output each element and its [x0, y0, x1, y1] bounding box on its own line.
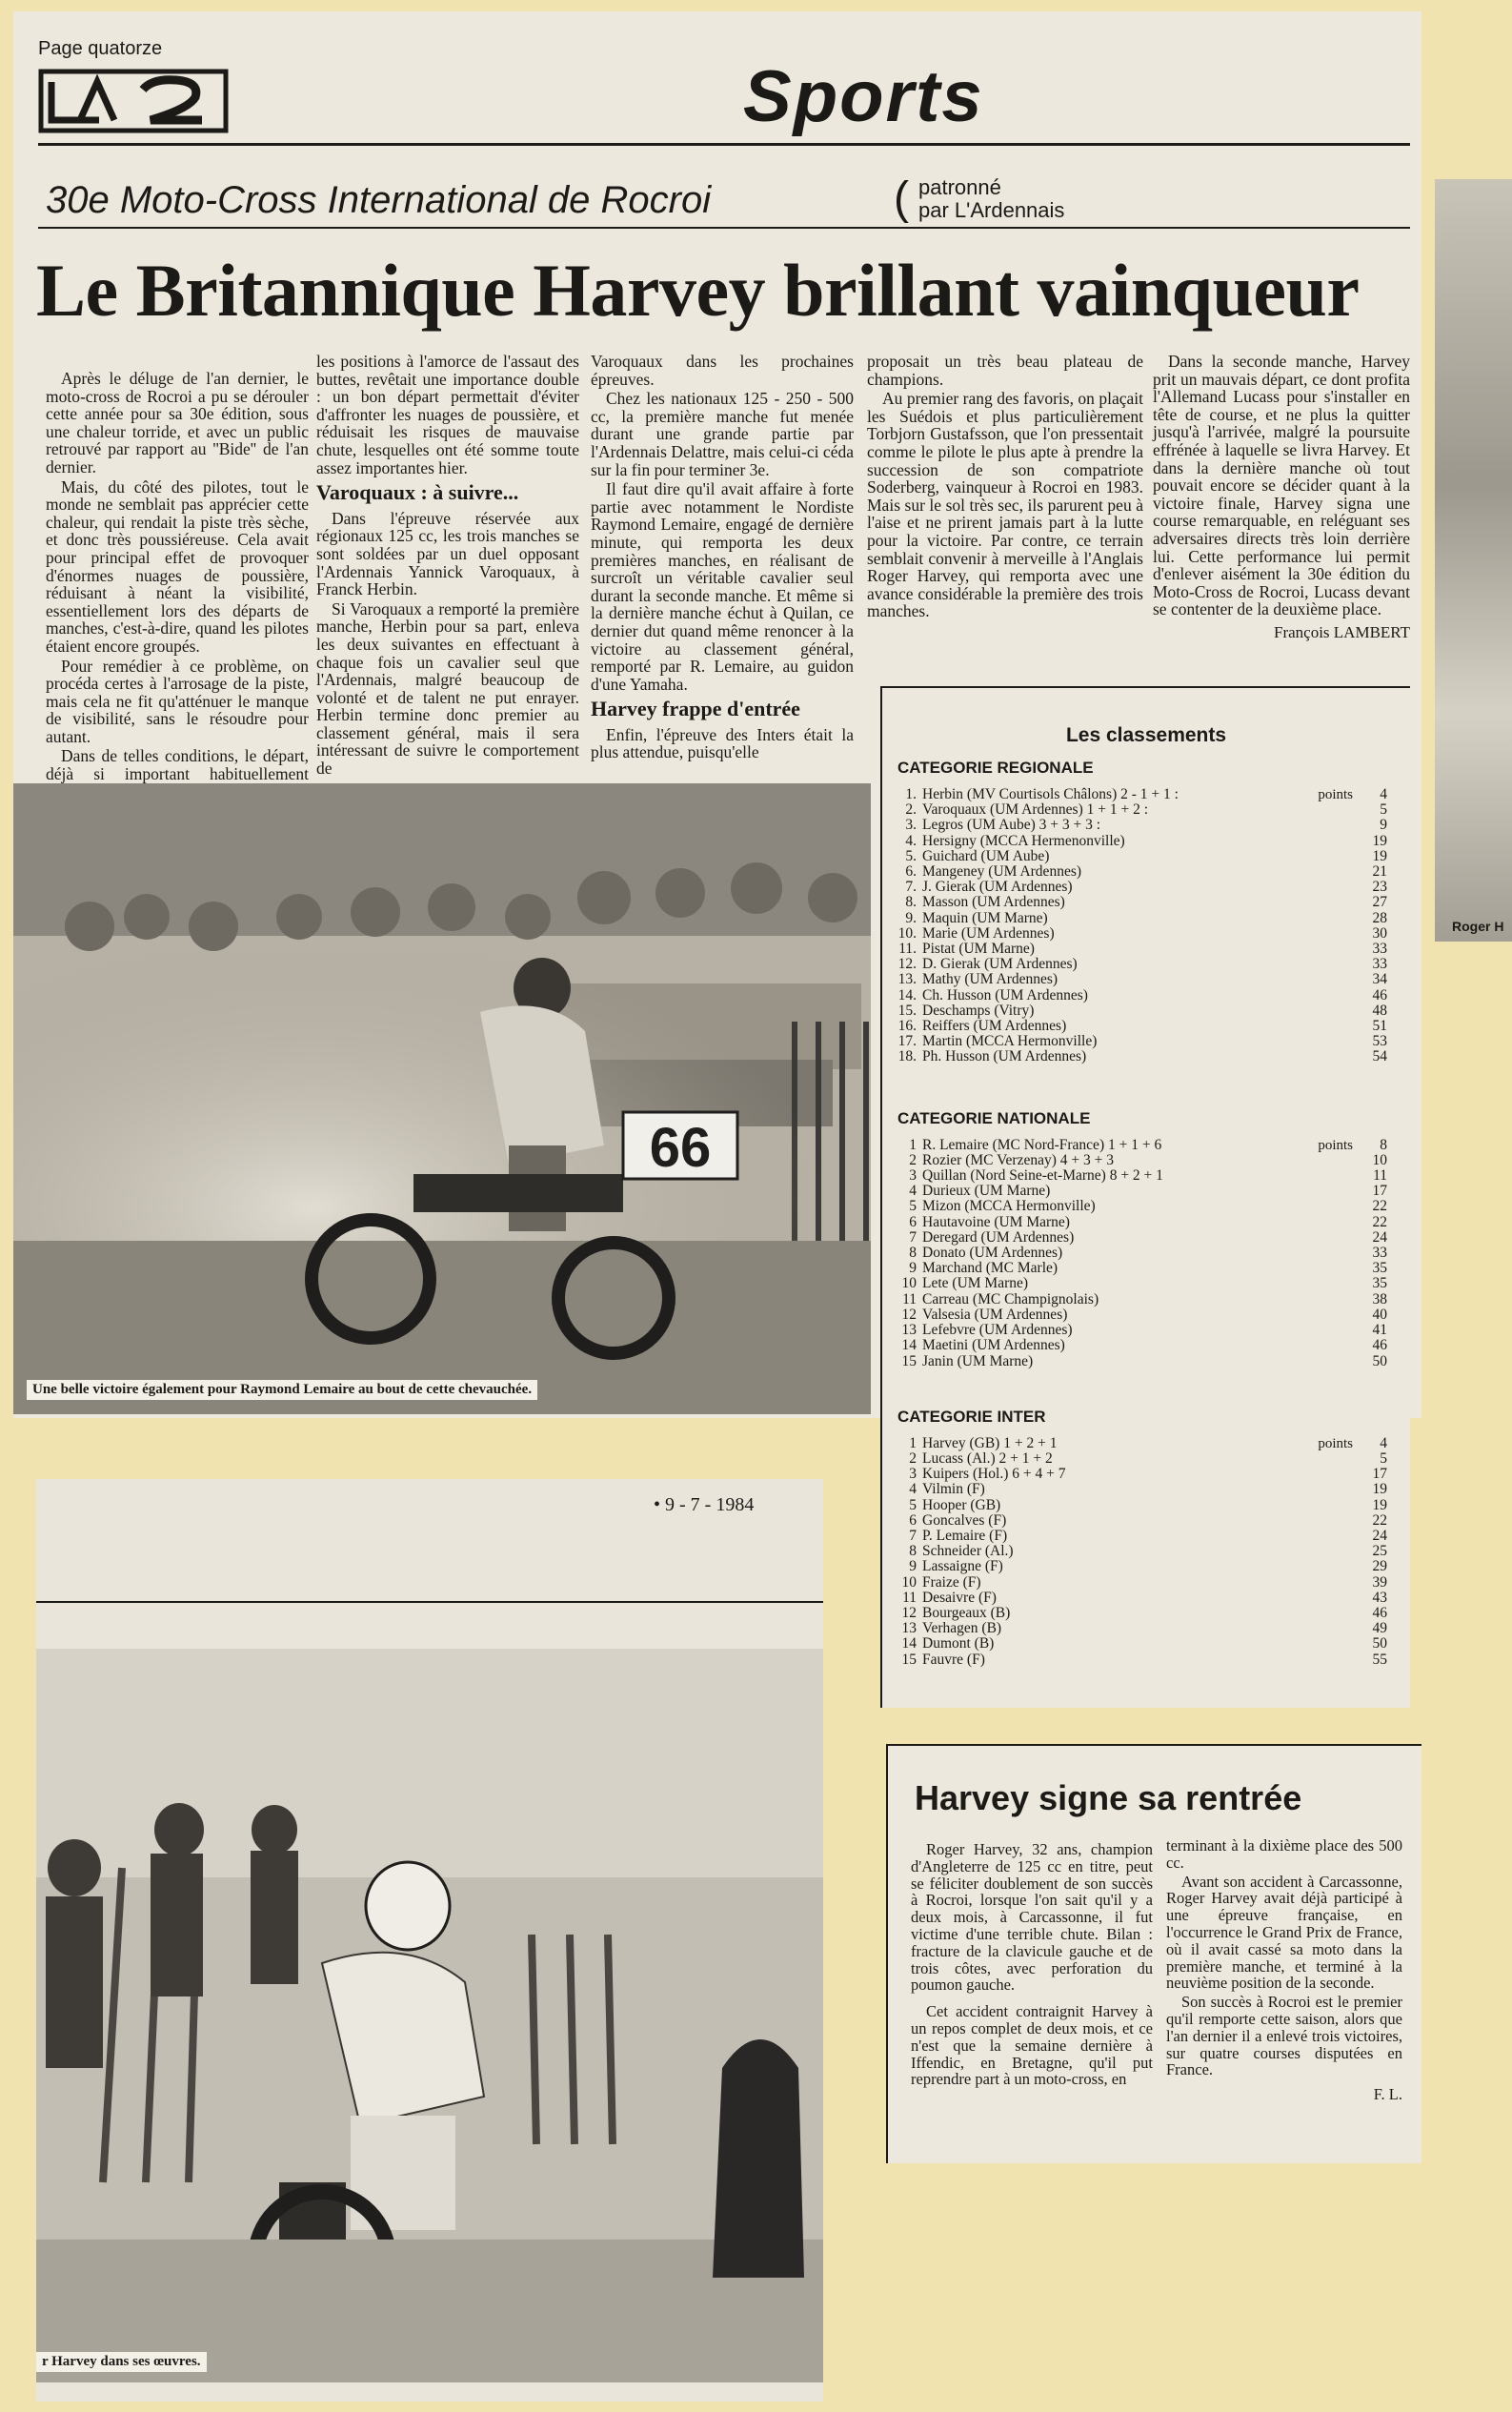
row-rank: 9 — [909, 1260, 917, 1277]
row-name: Reiffers (UM Ardennes) — [922, 1019, 1067, 1035]
logo-icon — [38, 69, 229, 133]
standings-row — [892, 942, 1387, 957]
standings-row — [892, 1292, 1387, 1307]
row-points: 33 — [1372, 941, 1387, 958]
standings-title: Les classements — [1065, 724, 1227, 746]
standings-row — [892, 926, 1387, 942]
row-name: Vilmin (F) — [922, 1482, 985, 1498]
photo2-caption: r Harvey dans ses œuvres. — [36, 2352, 207, 2372]
row-name: Bourgeaux (B) — [922, 1605, 1011, 1621]
standings-row — [892, 972, 1387, 987]
standings-row — [892, 1636, 1387, 1652]
standings-row — [892, 1246, 1387, 1261]
row-rank: 1. — [905, 786, 917, 802]
standings-row — [892, 834, 1387, 849]
row-name: Hersigny (MCCA Hermenonville) — [922, 833, 1125, 849]
row-rank: 15. — [897, 1002, 917, 1019]
race-photo-harvey — [36, 1649, 823, 2382]
paragraph: Si Varoquaux a remporté la première manche, Herbin pour sa part, enleva les deux suivantes en effectuant à chaque fois un cavalier seul que l'Ardennais, malgré beaucoup de volonté et de talent ne put enrayer. Herbin termine donc premier au classement général, mais il sera intéressant de suivre le comportement de — [316, 598, 579, 779]
row-name: Goncalves (F) — [922, 1512, 1007, 1529]
row-points: 22 — [1372, 1198, 1387, 1215]
sidebar-title: Harvey signe sa rentrée — [915, 1778, 1302, 1817]
sidebar-col-1 — [911, 1841, 1153, 2090]
row-points: 50 — [1372, 1352, 1387, 1369]
row-rank: 17. — [897, 1033, 917, 1050]
row-rank: 7 — [909, 1228, 917, 1246]
row-points: 35 — [1372, 1260, 1387, 1277]
standings-row — [892, 1498, 1387, 1513]
row-points: 33 — [1372, 1245, 1387, 1262]
row-name: Fraize (F) — [922, 1574, 981, 1591]
row-name: Lucass (Al.) 2 + 1 + 2 — [922, 1450, 1053, 1467]
row-points: 49 — [1372, 1620, 1387, 1637]
row-points: 19 — [1372, 832, 1387, 849]
row-name: Harvey (GB) 1 + 2 + 1 — [922, 1435, 1058, 1451]
row-name: Rozier (MC Verzenay) 4 + 3 + 3 — [922, 1152, 1114, 1168]
standings-rows — [892, 1436, 1387, 1668]
standings-row — [892, 787, 1387, 802]
standings-row — [892, 1575, 1387, 1591]
row-points: 53 — [1372, 1033, 1387, 1050]
standings-row — [892, 1621, 1387, 1636]
standings-row — [892, 1436, 1387, 1451]
row-points: 11 — [1373, 1167, 1387, 1185]
row-points: 4 — [1380, 786, 1387, 802]
paragraph: Chez les nationaux 125 - 250 - 500 cc, la première manche fut menée durant une grande partie par l'Ardennais Delattre, mais celui-ci céda sur la fin pour terminer 3e. — [591, 389, 854, 479]
row-points: 50 — [1372, 1635, 1387, 1652]
row-name: Desaivre (F) — [922, 1590, 997, 1606]
row-points: 51 — [1372, 1018, 1387, 1035]
paragraph: Dans de telles conditions, le départ, déjà si important habituellement — [46, 746, 309, 784]
row-name: Mangeney (UM Ardennes) — [922, 864, 1082, 881]
row-name: Legros (UM Aube) 3 + 3 + 3 : — [922, 818, 1101, 834]
standings-row — [892, 1230, 1387, 1246]
row-points: 10 — [1372, 1151, 1387, 1168]
row-rank: 11 — [902, 1290, 917, 1307]
paragraph: Il faut dire qu'il avait affaire à forte partie avec notamment le Nordiste Raymond Lemaire, engagé de dernière minute, qui remporta les deux premières manches, en réalisant de surcroît un véritable cavalier seul durant la seconde manche. Et même si la dernière manche échut à Quilan, ce dernier dut quand même renoncer à la victoire au classement général, remporté par R. Lemaire, au guidon d'une Yamaha. — [591, 479, 854, 694]
row-name: Masson (UM Ardennes) — [922, 895, 1065, 911]
paragraph: Au premier rang des favoris, on plaçait les Suédois et plus particulièrement Torbjorn Gustafsson, que l'on pressentait comme le pilote le plus apte à prendre la succession de son compatriote Soderberg, vainqueur à Rocroi en 1983. Mais sur le sol très sec, ils parurent peu à l'aise et ne prirent jamais part à la lutte pour la victoire. Par contre, ce terrain semblait convenir à merveille à l'Anglais Roger Harvey, qui remporta avec une avance considérable la première des trois manches. — [867, 389, 1143, 621]
paragraph: Dans l'épreuve réservée aux régionaux 125 cc, les trois manches se sont soldées par un duel opposant l'Ardennais Yannick Varoquaux, à Franck Herbin. — [316, 508, 579, 599]
row-points: 46 — [1372, 986, 1387, 1003]
row-rank: 6. — [905, 863, 917, 881]
row-rank: 8 — [909, 1245, 917, 1262]
standings-row — [892, 1513, 1387, 1529]
row-rank: 11 — [902, 1589, 917, 1606]
row-rank: 10. — [897, 924, 917, 942]
row-points: 23 — [1372, 879, 1387, 896]
row-rank: 16. — [897, 1018, 917, 1035]
row-points: 34 — [1372, 971, 1387, 988]
standings-row — [892, 1049, 1387, 1064]
row-points: 38 — [1372, 1290, 1387, 1307]
standings-row — [892, 1323, 1387, 1338]
standings-row — [892, 880, 1387, 895]
standings-row — [892, 1019, 1387, 1034]
motocross-rider-harvey-illustration — [36, 1649, 823, 2382]
row-points: 46 — [1372, 1337, 1387, 1354]
clipping-date: • 9 - 7 - 1984 — [654, 1494, 755, 1515]
row-name: D. Gierak (UM Ardennes) — [922, 957, 1078, 973]
row-points: 33 — [1372, 956, 1387, 973]
row-points: 55 — [1372, 1651, 1387, 1668]
logo — [38, 69, 229, 133]
row-rank: 13 — [901, 1322, 917, 1339]
row-name: Lassaigne (F) — [922, 1559, 1003, 1575]
article-col-1 — [46, 370, 309, 802]
row-points: 4 — [1380, 1434, 1387, 1451]
row-points: 19 — [1372, 847, 1387, 864]
row-name: Fauvre (F) — [922, 1652, 985, 1668]
row-name: Valsesia (UM Ardennes) — [922, 1307, 1068, 1323]
row-name: Marchand (MC Marle) — [922, 1261, 1058, 1277]
row-name: Lefebvre (UM Ardennes) — [922, 1323, 1073, 1339]
row-name: R. Lemaire (MC Nord-France) 1 + 1 + 6 — [922, 1137, 1162, 1153]
row-points: 30 — [1372, 924, 1387, 942]
row-points: 43 — [1372, 1589, 1387, 1606]
standings-box — [880, 686, 1410, 1708]
standings-row — [892, 1276, 1387, 1291]
paragraph: Roger Harvey, 32 ans, champion d'Angleterre de 125 cc en titre, peut se féliciter doublement de son succès à Rocroi, lorsque l'on sait qu'il y a deux mois, à Carcassonne, il fut victime d'une terrible chute. Bilan : fracture de la clavicule gauche et de trois côtes, avec perforation du poumon gauche. — [911, 1840, 1153, 1995]
standings-row — [892, 1652, 1387, 1668]
row-name: Herbin (MV Courtisols Châlons) 2 - 1 + 1 : — [922, 787, 1179, 802]
clipping-rule — [36, 1601, 823, 1603]
row-rank: 4. — [905, 832, 917, 849]
article-col-2 — [316, 353, 579, 780]
row-points: 25 — [1372, 1543, 1387, 1560]
event-sponsor: ( patronné par L'Ardennais — [894, 173, 1065, 224]
row-rank: 8 — [909, 1543, 917, 1560]
points-label: points — [1318, 787, 1353, 802]
sponsor-line2: par L'Ardennais — [918, 198, 1065, 222]
row-name: Kuipers (Hol.) 6 + 4 + 7 — [922, 1467, 1066, 1483]
byline: François LAMBERT — [1274, 622, 1410, 641]
row-points: 17 — [1372, 1466, 1387, 1483]
row-points: 21 — [1372, 863, 1387, 881]
standings-row — [892, 1606, 1387, 1621]
row-name: Quillan (Nord Seine-et-Marne) 8 + 2 + 1 — [922, 1168, 1163, 1185]
standings-row — [892, 864, 1387, 880]
article-col-3 — [591, 353, 854, 763]
photo1-caption: Une belle victoire également pour Raymond Lemaire au bout de cette chevauchée. — [27, 1380, 537, 1400]
row-points: 54 — [1372, 1048, 1387, 1065]
standings-row — [892, 1467, 1387, 1482]
row-rank: 12. — [897, 956, 917, 973]
row-points: 41 — [1372, 1322, 1387, 1339]
row-name: P. Lemaire (F) — [922, 1528, 1008, 1544]
row-rank: 7 — [909, 1527, 917, 1544]
header-rule — [38, 143, 1410, 146]
row-points: 27 — [1372, 894, 1387, 911]
row-rank: 12 — [901, 1306, 917, 1323]
row-name: Durieux (UM Marne) — [922, 1184, 1051, 1200]
row-name: Dumont (B) — [922, 1636, 995, 1652]
standings-row — [892, 1003, 1387, 1019]
standings-row — [892, 1168, 1387, 1184]
category-title: CATEGORIE INTER — [897, 1407, 1046, 1426]
side-photo-caption: Roger H — [1452, 919, 1504, 934]
row-rank: 3 — [909, 1466, 917, 1483]
row-rank: 1 — [909, 1434, 917, 1451]
row-rank: 5 — [909, 1496, 917, 1513]
row-rank: 13 — [901, 1620, 917, 1637]
sidebar-signature: F. L. — [1373, 2085, 1402, 2104]
standings-row — [892, 1544, 1387, 1559]
row-points: 39 — [1372, 1573, 1387, 1591]
standings-row — [892, 1215, 1387, 1230]
section-title: Sports — [743, 56, 984, 137]
points-label: points — [1318, 1435, 1353, 1451]
side-photo — [1435, 179, 1512, 942]
race-photo-lemaire — [13, 783, 871, 1414]
row-rank: 13. — [897, 971, 917, 988]
row-rank: 10 — [901, 1275, 917, 1292]
row-rank: 15 — [901, 1352, 917, 1369]
row-name: Deregard (UM Ardennes) — [922, 1229, 1075, 1246]
row-points: 19 — [1372, 1481, 1387, 1498]
row-rank: 14 — [901, 1635, 917, 1652]
standings-row — [892, 1591, 1387, 1606]
row-points: 8 — [1380, 1136, 1387, 1153]
paragraph: terminant à la dixième place des 500 cc. — [1166, 1836, 1402, 1872]
row-name: Marie (UM Ardennes) — [922, 925, 1055, 942]
row-rank: 12 — [901, 1604, 917, 1621]
row-points: 48 — [1372, 1002, 1387, 1019]
row-rank: 5. — [905, 847, 917, 864]
row-name: Hooper (GB) — [922, 1497, 1001, 1513]
row-name: Hautavoine (UM Marne) — [922, 1214, 1070, 1230]
paragraph: Cet accident contraignit Harvey à un repos complet de deux mois, et ce n'est que la semaine dernière à Iffendic, en Bretagne, qu'il put reprendre part à un moto-cross, en — [911, 2002, 1153, 2089]
sidebar-col-2 — [1166, 1837, 1402, 2103]
row-rank: 15 — [901, 1651, 917, 1668]
row-rank: 6 — [909, 1511, 917, 1529]
event-title: 30e Moto-Cross International de Rocroi — [46, 179, 712, 221]
subhead-harvey: Harvey frappe d'entrée — [591, 697, 800, 721]
category-title: CATEGORIE NATIONALE — [897, 1108, 1091, 1127]
row-rank: 11. — [898, 941, 917, 958]
row-name: Pistat (UM Marne) — [922, 942, 1035, 958]
article-col-4 — [867, 353, 1143, 622]
category-regionale — [882, 759, 1410, 1065]
row-rank: 7. — [905, 879, 917, 896]
article-col-5 — [1153, 353, 1410, 642]
standings-row — [892, 988, 1387, 1003]
paragraph: Enfin, l'épreuve des Inters était la plus attendue, puisqu'elle — [591, 724, 854, 762]
row-rank: 14 — [901, 1337, 917, 1354]
row-points: 46 — [1372, 1604, 1387, 1621]
standings-row — [892, 1559, 1387, 1574]
headline: Le Britannique Harvey brillant vainqueur — [36, 249, 1360, 332]
page-label: Page quatorze — [38, 38, 163, 59]
row-points: 22 — [1372, 1213, 1387, 1230]
row-name: Maquin (UM Marne) — [922, 910, 1048, 926]
paragraph: Dans la seconde manche, Harvey prit un mauvais départ, ce dont profita l'Allemand Lucass pour s'installer en tête de course, et ne plus la quitter jusqu'à l'arrivée, malgré la poursuite effrénée à laquelle se livra Harvey. Et dans la dernière manche où tout pouvait encore se décider quant à la victoire finale, Harvey signa une course remarquable, en reléguant ses adversaires directs très loin derrière lui. Cette performance lui permit d'enlever aisément la 30e édition du Moto-Cross de Rocroi, Lucass devant se contenter de la deuxième place. — [1153, 352, 1410, 619]
row-rank: 2 — [909, 1151, 917, 1168]
row-points: 28 — [1372, 909, 1387, 926]
motocross-rider-illustration — [13, 783, 871, 1414]
row-points: 5 — [1380, 801, 1387, 819]
row-rank: 3. — [905, 817, 917, 834]
standings-rows — [892, 787, 1387, 1065]
row-name: Schneider (Al.) — [922, 1544, 1014, 1560]
row-name: Deschamps (Vitry) — [922, 1003, 1035, 1019]
row-points: 17 — [1372, 1183, 1387, 1200]
row-points: 5 — [1380, 1449, 1387, 1467]
row-name: Carreau (MC Champignolais) — [922, 1291, 1099, 1307]
paragraph: Mais, du côté des pilotes, tout le monde ne semblait pas apprécier cette chaleur, qui rendait la piste très sèche, et donc très poussiéreuse. Cela avait pour principal effet de provoquer d'énormes nuages de poussière, réduisant à néant la visibilité, essentiellement lors des départs de manches, c'est-à-dire, quand les pilotes étaient encore groupés. — [46, 476, 309, 656]
standings-row — [892, 1482, 1387, 1497]
standings-row — [892, 1034, 1387, 1049]
standings-row — [892, 1338, 1387, 1353]
row-name: Lete (UM Marne) — [922, 1276, 1029, 1292]
row-name: J. Gierak (UM Ardennes) — [922, 880, 1073, 896]
subhead-varoquaux: Varoquaux : à suivre... — [316, 480, 519, 505]
paragraph: Pour remédier à ce problème, on procéda certes à l'arrosage de la piste, mais cela ne fit qu'atténuer le manque de visibilité, sans le résoudre pour autant. — [46, 656, 309, 746]
paragraph: Après le déluge de l'an dernier, le moto-cross de Rocroi a pu se dérouler cette année pour sa 30e édition, sous une chaleur torride, et avec un public retrouvé par rapport au ''Bide'' de l'an dernier. — [46, 369, 309, 476]
sponsor-line1: patronné — [918, 175, 1001, 199]
race-number: 66 — [649, 1117, 712, 1179]
row-name: Donato (UM Ardennes) — [922, 1246, 1063, 1262]
standings-row — [892, 1153, 1387, 1168]
standings-row — [892, 818, 1387, 833]
category-nationale — [882, 1109, 1410, 1369]
row-rank: 10 — [901, 1573, 917, 1591]
row-rank: 1 — [909, 1136, 917, 1153]
paragraph: les positions à l'amorce de l'assaut des buttes, revêtait une importance double : un bon départ permettait d'éviter d'affronter les nuages de poussière, et réduisait les risques de mauvaise chute, lesquelles ont été somme toute assez importantes hier. — [316, 352, 579, 477]
category-title: CATEGORIE REGIONALE — [897, 759, 1094, 777]
row-points: 9 — [1380, 817, 1387, 834]
row-points: 24 — [1372, 1527, 1387, 1544]
standings-row — [892, 1138, 1387, 1153]
row-rank: 2 — [909, 1449, 917, 1467]
standings-row — [892, 1199, 1387, 1214]
row-name: Mathy (UM Ardennes) — [922, 972, 1058, 988]
row-points: 35 — [1372, 1275, 1387, 1292]
points-label: points — [1318, 1137, 1353, 1153]
standings-row — [892, 849, 1387, 864]
standings-row — [892, 1307, 1387, 1323]
standings-rows — [892, 1138, 1387, 1369]
row-points: 19 — [1372, 1496, 1387, 1513]
row-points: 29 — [1372, 1558, 1387, 1575]
row-rank: 14. — [897, 986, 917, 1003]
row-rank: 4 — [909, 1183, 917, 1200]
standings-row — [892, 911, 1387, 926]
row-name: Ch. Husson (UM Ardennes) — [922, 987, 1088, 1003]
standings-row — [892, 1529, 1387, 1544]
row-name: Janin (UM Marne) — [922, 1353, 1034, 1369]
row-name: Verhagen (B) — [922, 1621, 1002, 1637]
category-inter — [882, 1408, 1410, 1668]
event-rule — [38, 227, 1410, 229]
row-rank: 9 — [909, 1558, 917, 1575]
standings-row — [892, 1184, 1387, 1199]
row-name: Maetini (UM Ardennes) — [922, 1338, 1065, 1354]
sidebar-article — [886, 1744, 1421, 2163]
row-rank: 5 — [909, 1198, 917, 1215]
row-rank: 6 — [909, 1213, 917, 1230]
row-name: Varoquaux (UM Ardennes) 1 + 1 + 2 : — [922, 802, 1149, 819]
row-points: 22 — [1372, 1511, 1387, 1529]
row-points: 40 — [1372, 1306, 1387, 1323]
row-rank: 4 — [909, 1481, 917, 1498]
row-rank: 2. — [905, 801, 917, 819]
standings-row — [892, 802, 1387, 818]
standings-row — [892, 957, 1387, 972]
standings-row — [892, 1354, 1387, 1369]
paragraph: Son succès à Rocroi est le premier qu'il remporte cette saison, alors que l'an dernier il a enlevé trois victoires, sur quatre courses disputées en France. — [1166, 1993, 1402, 2079]
paragraph: Avant son accident à Carcassonne, Roger Harvey avait déjà participé à une épreuve française, en l'occurrence le Grand Prix de France, où il avait cassé sa moto dans la première manche, et terminé à la neuvième position de la seconde. — [1166, 1872, 1402, 1993]
paragraph: proposait un très beau plateau de champions. — [867, 352, 1143, 389]
row-name: Mizon (MCCA Hermonville) — [922, 1199, 1096, 1215]
standings-row — [892, 1451, 1387, 1467]
standings-row — [892, 1261, 1387, 1276]
row-rank: 8. — [905, 894, 917, 911]
row-name: Guichard (UM Aube) — [922, 848, 1050, 864]
row-name: Ph. Husson (UM Ardennes) — [922, 1049, 1087, 1065]
standings-row — [892, 895, 1387, 910]
row-rank: 9. — [905, 909, 917, 926]
row-name: Martin (MCCA Hermonville) — [922, 1034, 1098, 1050]
row-points: 24 — [1372, 1228, 1387, 1246]
paragraph: Varoquaux dans les prochaines épreuves. — [591, 352, 854, 389]
row-rank: 18. — [897, 1048, 917, 1065]
row-rank: 3 — [909, 1167, 917, 1185]
